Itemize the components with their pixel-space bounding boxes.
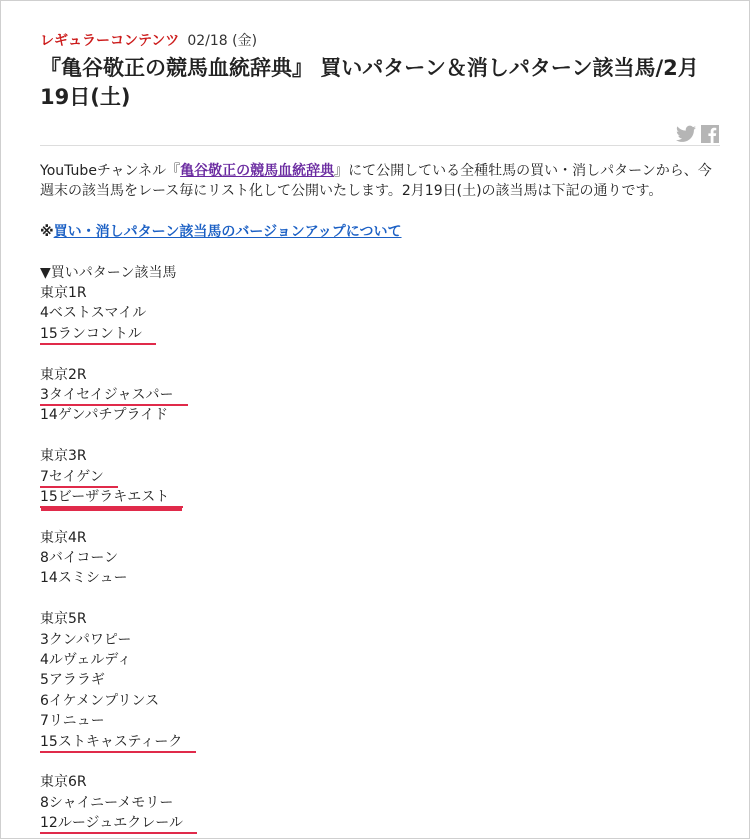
race-name: 東京6R [40, 774, 87, 791]
article-title: 『亀谷敬正の競馬血統辞典』 買いパターン＆消しパターン該当馬/2月19日(土) [40, 56, 699, 109]
race-block [40, 365, 725, 426]
title-divider [40, 145, 720, 146]
article-body [40, 161, 725, 834]
horse-entry [40, 548, 725, 568]
race-spacer [40, 507, 725, 527]
horse-label: 7セイゲン [40, 469, 118, 488]
horse-entry [40, 467, 725, 487]
horse-entry [40, 732, 725, 752]
intro-paragraph [40, 161, 725, 202]
article-date: 02/18 (金) [187, 33, 258, 49]
race-spacer [40, 344, 725, 364]
horse-label: 3タイセイジャスパー [40, 387, 188, 406]
race-spacer [40, 752, 725, 772]
race-name: 東京3R [40, 448, 87, 465]
twitter-icon[interactable] [676, 125, 696, 143]
horse-label: 15ビーザラキエスト [40, 489, 183, 508]
horse-label: 12ルージュエクレール [40, 815, 197, 834]
horse-entry [40, 303, 725, 323]
race-block [40, 283, 725, 344]
category-label[interactable]: レギュラーコンテンツ [40, 33, 180, 49]
facebook-icon[interactable] [701, 125, 719, 143]
race-name: 東京2R [40, 366, 87, 383]
notice-mark: ※ [40, 223, 54, 240]
horse-label: 5アララギ [40, 672, 105, 689]
horse-label: 6イケメンプリンス [40, 692, 160, 709]
race-block [40, 772, 725, 833]
horse-label: 3クンパワピー [40, 631, 132, 648]
horse-entry [40, 487, 725, 507]
horse-label: 7リニュー [40, 713, 105, 730]
horse-entry [40, 650, 725, 670]
intro-text-before: YouTubeチャンネル『 [40, 163, 181, 179]
race-name: 東京5R [40, 611, 87, 628]
horse-entry [40, 324, 725, 344]
horse-entry [40, 405, 725, 425]
race-block [40, 528, 725, 589]
horse-entry [40, 385, 725, 405]
horse-entry [40, 813, 725, 833]
horse-entry [40, 670, 725, 690]
horse-label: 8シャイニーメモリー [40, 794, 174, 811]
horse-entry [40, 630, 725, 650]
race-name: 東京1R [40, 285, 87, 301]
horse-label: 15ストキャスティーク [40, 734, 196, 753]
race-name: 東京4R [40, 529, 87, 546]
horse-entry [40, 691, 725, 711]
section-heading: ▼買いパターン該当馬 [40, 264, 177, 281]
horse-label: 15ランコントル [40, 326, 156, 345]
race-spacer [40, 589, 725, 609]
race-list [40, 283, 725, 834]
intro-text-after: 』にて公開している全種牡馬の買い・消しパターンから、今週末の該当馬をレース毎にリスト化して公開いたします。2月19日(土)の該当馬は下記の通りです。 [40, 163, 712, 200]
race-block [40, 609, 725, 752]
horse-entry [40, 568, 725, 588]
article-meta [40, 32, 257, 50]
horse-label: 4ルヴェルディ [40, 652, 132, 669]
horse-label: 4ベストスマイル [40, 305, 147, 322]
race-spacer [40, 426, 725, 446]
version-up-link[interactable]: 買い・消しパターン該当馬のバージョンアップについて [53, 223, 402, 240]
horse-label: 8バイコーン [40, 550, 119, 567]
youtube-channel-link[interactable]: 亀谷敬正の競馬血統辞典 [180, 163, 335, 179]
horse-entry [40, 711, 725, 731]
race-block [40, 446, 725, 507]
spacer [40, 242, 725, 262]
horse-label: 14スミシュー [40, 570, 128, 587]
horse-entry [40, 793, 725, 813]
horse-label: 14ゲンパチプライド [40, 407, 169, 424]
notice-line [40, 222, 725, 242]
